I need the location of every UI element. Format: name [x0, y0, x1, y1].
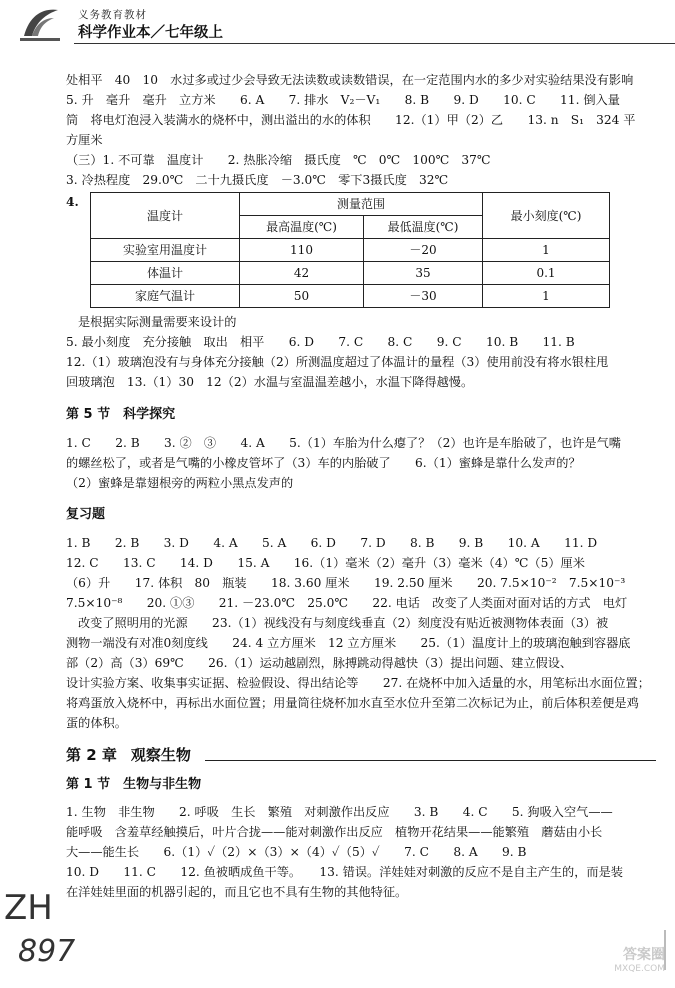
table-cell: －20 [364, 239, 483, 262]
header-title: 科学作业本／七年级上 [78, 25, 223, 41]
watermark-url: MXQE.COM [614, 964, 665, 974]
answer-line: （三）1. 不可靠 温度计 2. 热胀冷缩 摄氏度 ℃ 0℃ 100℃ 37℃ [66, 153, 491, 167]
section-heading: 复习题 [66, 507, 106, 522]
section-heading: 第 1 节 生物与非生物 [66, 777, 202, 792]
table-cell: －30 [364, 285, 483, 308]
answer-line: 测物一端没有对准0刻度线 24. 4 立方厘米 12 立方厘米 25.（1）温度计上的玻璃泡触到容器底 [66, 636, 631, 650]
watermark-text: 答案圈 [623, 947, 665, 963]
answer-line: 将鸡蛋放入烧杯中，再标出水面位置；用量筒往烧杯加水直至水位升至第二次标记为止，前后体积差便是鸡 [66, 696, 639, 710]
thermometer-table-block [66, 192, 656, 308]
section-heading: 第 5 节 科学探究 [66, 407, 176, 422]
answer-line: 能呼吸 含羞草经触摸后，叶片合拢——能对刺激作出反应 植物开花结果——能繁殖 蘑菇由小长 [66, 825, 603, 839]
table-cell: 35 [364, 262, 483, 285]
table-header: 测量范围 [240, 193, 483, 216]
answer-line: 是根据实际测量需要来设计的 [78, 315, 237, 329]
publisher-logo-icon [14, 4, 68, 46]
answer-line: 大——能生长 6.（1）✓（2）×（3）×（4）✓（5）✓ 7. C 8. A 9. B [66, 845, 527, 859]
answer-line: 蛋的体积。 [66, 716, 127, 730]
answer-line: 回玻璃泡 13.（1）30 12（2）水温与室温温差越小，水温下降得越慢。 [66, 375, 474, 389]
answer-line: 在洋娃娃里面的机器引起的，而且它也不具有生物的其他特征。 [66, 885, 408, 899]
answer-line: 筒 将电灯泡浸入装满水的烧杯中，测出溢出的水的体积 12.（1）甲（2）乙 13. n S₁ 324 平 [66, 113, 636, 127]
answer-line: 5. 最小刻度 充分接触 取出 相平 6. D 7. C 8. C 9. C 10. B 11. B [66, 335, 575, 349]
chapter-title: 观察生物 [130, 746, 191, 764]
answer-line: 1. C 2. B 3. ② ③ 4. A 5.（1）车胎为什么瘪了？（2）也许是车胎破了，也许是气嘴 [66, 436, 621, 450]
header-divider [74, 43, 675, 44]
answer-line: （2）蜜蜂是靠翅根旁的两粒小黑点发声的 [66, 476, 294, 490]
answer-content [66, 70, 656, 902]
table-cell: 体温计 [91, 262, 240, 285]
watermark [614, 944, 665, 974]
table-header: 温度计 [91, 193, 240, 239]
answer-line: 7.5×10⁻⁸ 20. ①③ 21. －23.0℃ 25.0℃ 22. 电话 改变了人类面对面对话的方式 电灯 [66, 596, 628, 610]
answer-line: 部（2）高（3）69℃ 26.（1）运动越剧烈，脉搏跳动得越快（3）提出问题、建立假设、 [66, 656, 573, 670]
answer-line: 改变了照明用的光源 23.（1）视线没有与刻度线垂直（2）刻度没有贴近被测物体表面（3）被 [78, 616, 609, 630]
page-header [0, 0, 675, 60]
answer-line: 1. B 2. B 3. D 4. A 5. A 6. D 7. D 8. B 9. B 10. A 11. D [66, 536, 598, 550]
table-row [91, 262, 610, 285]
answer-line: （6）升 17. 体积 80 瓶装 18. 3.60 厘米 19. 2.50 厘米 20. 7.5×10⁻² 7.5×10⁻³ [66, 576, 626, 590]
table-cell: 1 [483, 285, 610, 308]
answer-line: 处相平 40 10 水过多或过少会导致无法读数或读数错误，在一定范围内水的多少对实验结果没有影响 [66, 73, 634, 87]
table-header: 最高温度(℃) [240, 216, 364, 239]
table-cell: 0.1 [483, 262, 610, 285]
handwritten-mark: 897 [18, 934, 76, 969]
thermometer-table [90, 192, 610, 308]
answer-line: 设计实验方案、收集事实证据、检验假设、得出结论等 27. 在烧杯中加入适量的水，用笔标出水面位置； [66, 676, 650, 690]
table-cell: 42 [240, 262, 364, 285]
table-header: 最小刻度(℃) [483, 193, 610, 239]
table-number: 4. [66, 195, 79, 209]
answer-line: 12. C 13. C 14. D 15. A 16.（1）毫米（2）毫升（3）毫米（4）℃（5）厘米 [66, 556, 585, 570]
answer-line: 3. 冷热程度 29.0℃ 二十九摄氏度 －3.0℃ 零下3摄氏度 32℃ [66, 173, 449, 187]
chapter-label: 第 2 章 [66, 746, 117, 764]
answer-line: 10. D 11. C 12. 鱼被晒成鱼干等。 13. 错误。洋娃娃对刺激的反应不是自主产生的，而是装 [66, 865, 623, 879]
table-cell: 家庭气温计 [91, 285, 240, 308]
answer-line: 1. 生物 非生物 2. 呼吸 生长 繁殖 对刺激作出反应 3. B 4. C 5. 狗吸入空气—— [66, 805, 613, 819]
table-row [91, 285, 610, 308]
answer-line: 5. 升 毫升 毫升 立方米 6. A 7. 排水 V₂－V₁ 8. B 9. D 10. C 11. 倒入量 [66, 93, 620, 107]
table-header: 最低温度(℃) [364, 216, 483, 239]
answer-line: 方厘米 [66, 133, 103, 147]
table-row [91, 239, 610, 262]
handwritten-mark: ZH [4, 888, 53, 928]
table-cell: 实验室用温度计 [91, 239, 240, 262]
answer-line: 12.（1）玻璃泡没有与身体充分接触（2）所测温度超过了体温计的量程（3）使用前没有将水银柱甩 [66, 355, 609, 369]
table-cell: 50 [240, 285, 364, 308]
table-cell: 110 [240, 239, 364, 262]
chapter-heading [66, 745, 656, 765]
header-subtitle: 义务教育教材 [78, 9, 147, 21]
table-cell: 1 [483, 239, 610, 262]
chapter-rule [205, 759, 656, 761]
answer-line: 的螺丝松了，或者是气嘴的小橡皮管坏了（3）车的内胎破了 6.（1）蜜蜂是靠什么发声的？ [66, 456, 581, 470]
